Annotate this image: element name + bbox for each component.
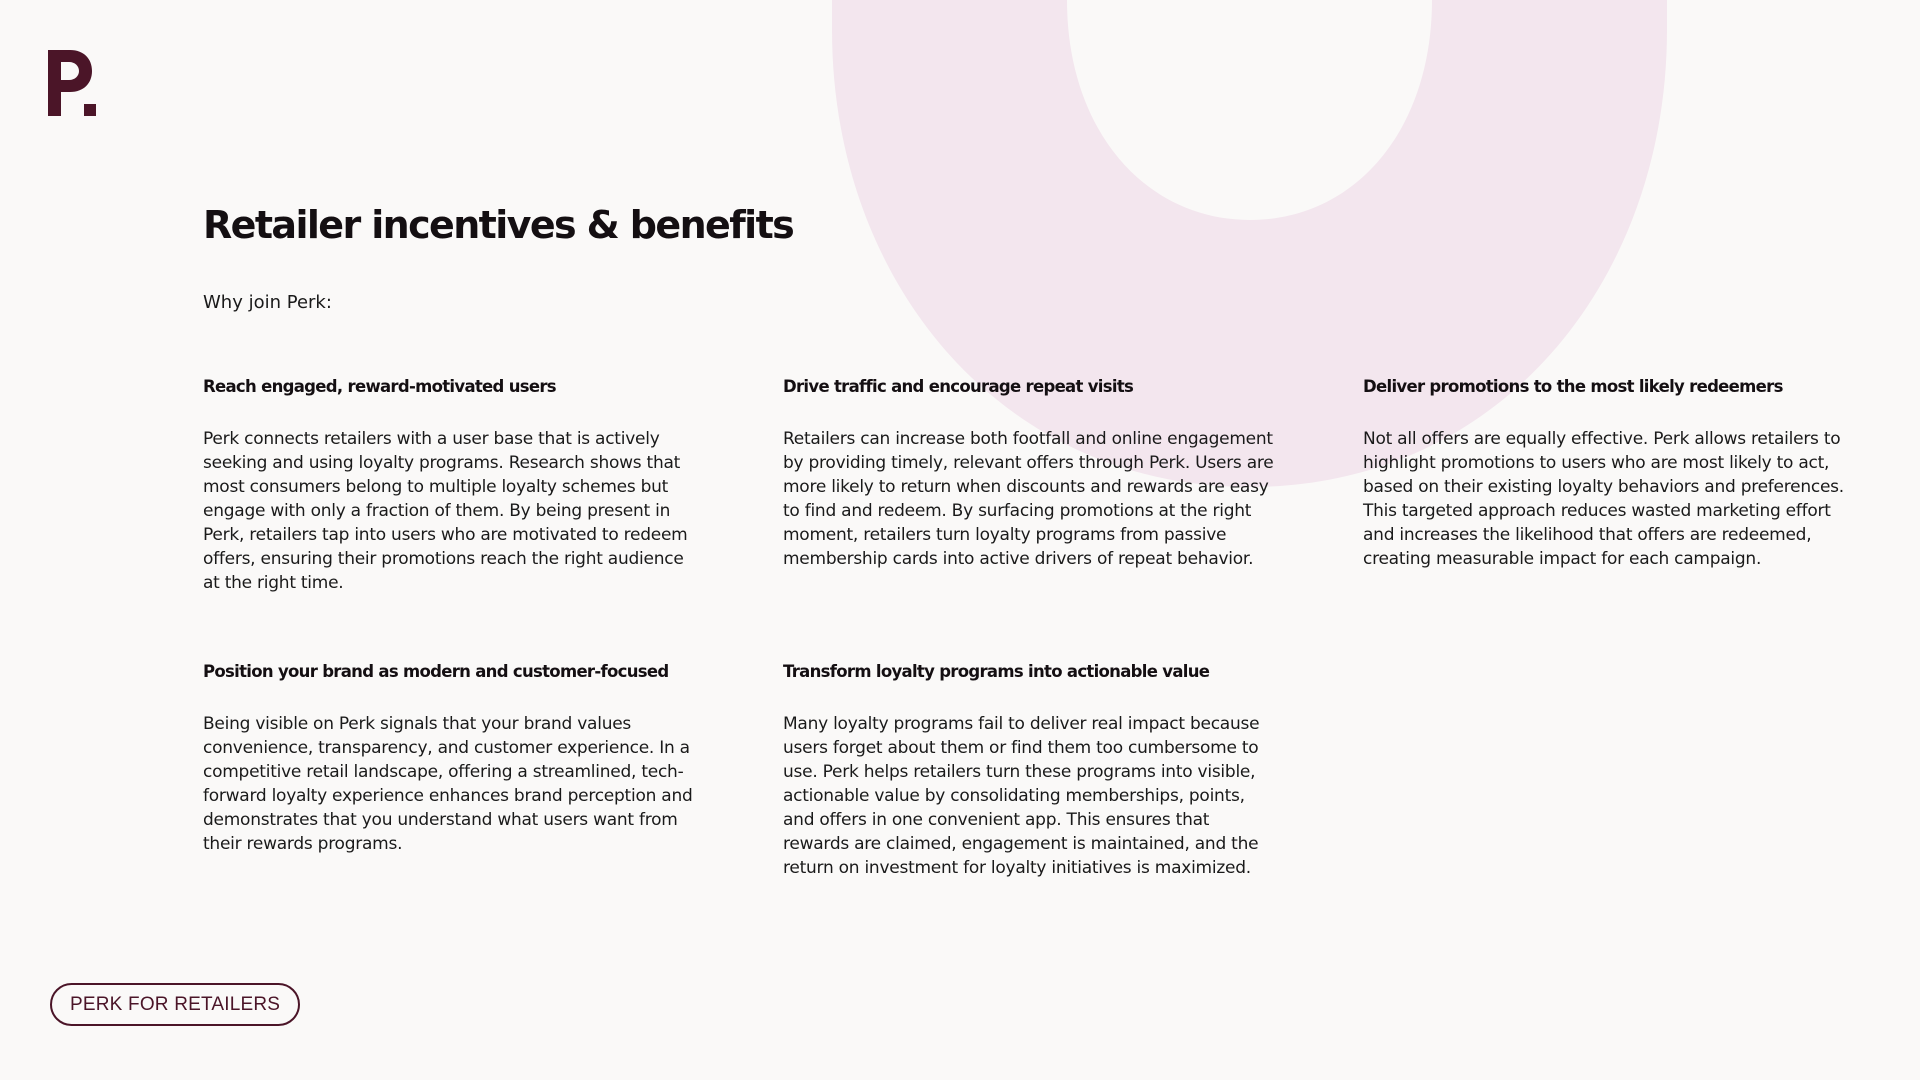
page-subtitle: Why join Perk: bbox=[203, 292, 332, 313]
benefit-heading: Reach engaged, reward-motivated users bbox=[203, 377, 556, 396]
benefit-body: Retailers can increase both footfall and online engagement by providing timely, relevant offers through Perk. Users are more likely to return when discounts and rewards are easy to find and redeem. By surfacing promotions at the right moment, retailers turn loyalty programs from passive membership cards into active drivers of repeat behavior. bbox=[783, 429, 1274, 569]
benefit-card-drive-traffic bbox=[783, 375, 1275, 571]
page-title: Retailer incentives & benefits bbox=[203, 203, 794, 247]
benefit-card-transform-loyalty bbox=[783, 660, 1275, 880]
benefit-body: Many loyalty programs fail to deliver real impact because users forget about them or find them too cumbersome to use. Perk helps retailers turn these programs into visible, actionable value by consolidating memberships, points, and offers in one convenient app. This ensures that rewards are claimed, engagement is maintained, and the return on investment for loyalty initiatives is maximized. bbox=[783, 714, 1260, 878]
benefit-heading: Deliver promotions to the most likely redeemers bbox=[1363, 377, 1783, 396]
benefit-heading: Drive traffic and encourage repeat visits bbox=[783, 377, 1134, 396]
benefit-heading: Position your brand as modern and customer-focused bbox=[203, 662, 669, 681]
benefit-card-reach-users bbox=[203, 375, 695, 595]
perk-p-logo-icon bbox=[48, 48, 100, 120]
benefit-heading: Transform loyalty programs into actionable value bbox=[783, 662, 1210, 681]
benefit-body: Not all offers are equally effective. Perk allows retailers to highlight promotions to users who are most likely to act, based on their existing loyalty behaviors and preferences. This targeted approach reduces wasted marketing effort and increases the likelihood that offers are redeemed, creating measurable impact for each campaign. bbox=[1363, 429, 1844, 569]
footer-section-pill: PERK FOR RETAILERS bbox=[50, 983, 300, 1026]
benefit-body: Perk connects retailers with a user base that is actively seeking and using loyalty programs. Research shows that most consumers belong to multiple loyalty schemes but engage with only a fraction of them. By being present in Perk, retailers tap into users who are motivated to redeem offers, ensuring their promotions reach the right audience at the right time. bbox=[203, 429, 688, 593]
benefit-card-position-brand bbox=[203, 660, 695, 856]
benefit-card-deliver-promotions bbox=[1363, 375, 1863, 571]
benefit-body: Being visible on Perk signals that your brand values convenience, transparency, and customer experience. In a competitive retail landscape, offering a streamlined, tech-forward loyalty experience enhances brand perception and demonstrates that you understand what users want from their rewards programs. bbox=[203, 714, 693, 854]
